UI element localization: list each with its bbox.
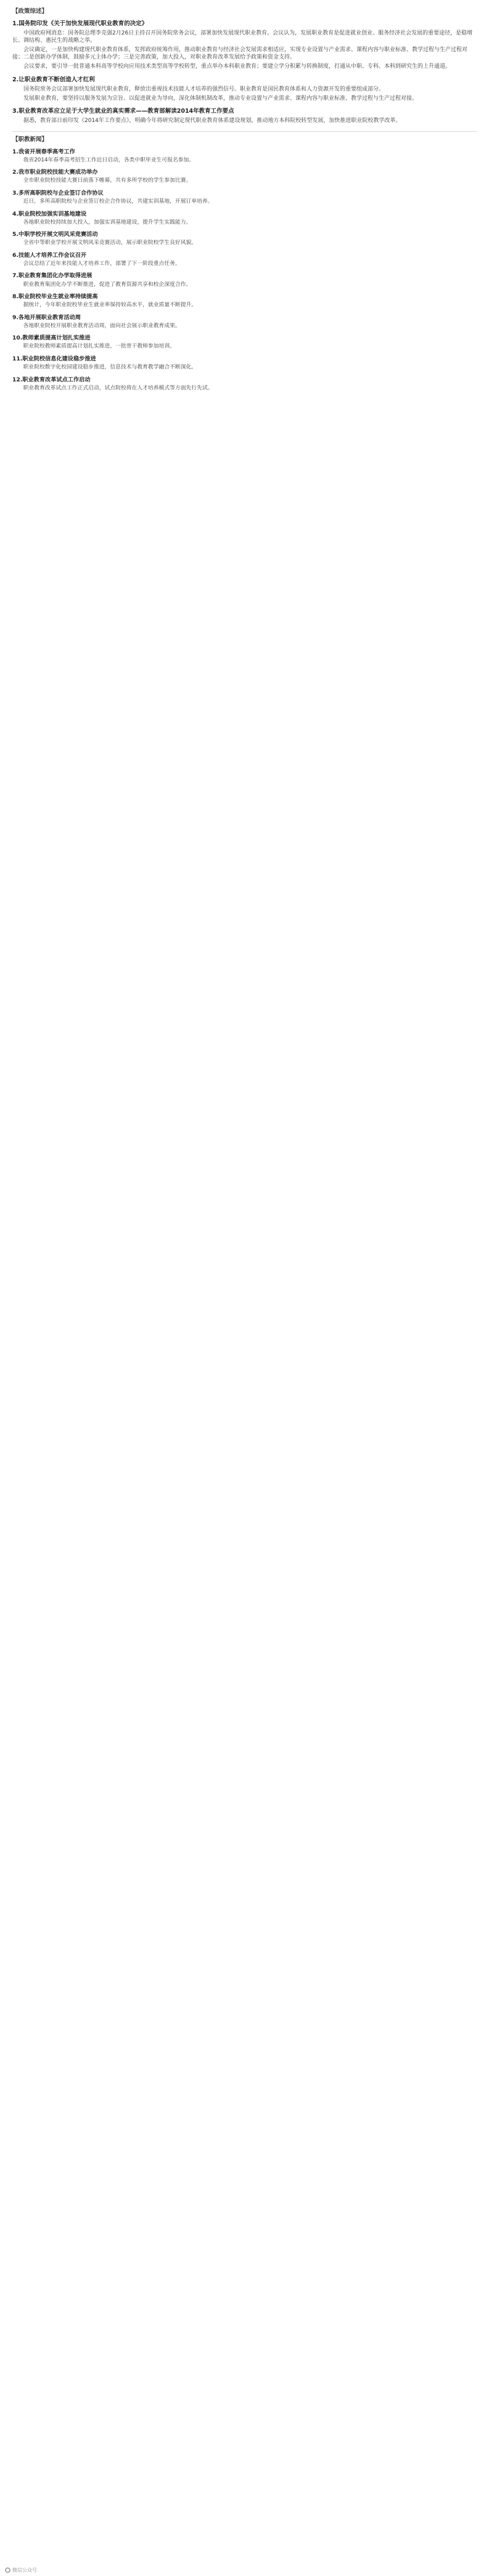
paragraph: 会议确定，一是加快构建现代职业教育体系，发挥政府统筹作用，推动职业教育与经济社会发展需求相适应，实现专业设置与产业需求、课程内容与职业标准、教学过程与生产过程对接；二是创新办学体制，鼓励多元主体办学；三是完善政策，加大投入，对职业教育改革发展给予政策和资金支持。 [12, 47, 468, 60]
watermark [5, 2567, 37, 2574]
news-item-title: 9.各地开展职业教育活动周 [12, 314, 81, 321]
news-item-title: 11.职业院校信息化建设稳步推进 [12, 356, 96, 363]
news-item-title: 1.我省开展春季高考工作 [12, 148, 75, 155]
news-item [12, 211, 477, 227]
news-item-title: 5.中职学校开展文明风采竞赛活动 [12, 231, 98, 238]
news-item-title: 4.职业院校加强实训基地建设 [12, 210, 87, 217]
news-item-body: 职业院校数字化校园建设稳步推进，信息技术与教育教学融合不断深化。 [23, 364, 197, 371]
news-item [12, 272, 477, 288]
news-item-body: 会议总结了近年来技能人才培养工作，部署了下一阶段重点任务。 [23, 260, 181, 267]
news-item [12, 335, 477, 351]
news-section-tag: 【职教新闻】 [12, 136, 48, 144]
paragraph: 会议要求，要引导一批普通本科高等学校向应用技术类型高等学校转型，重点举办本科职业教育；要建立学分积累与转换制度，打通从中职、专科、本科到研究生的上升通道。 [23, 63, 451, 70]
news-item-body: 我省2014年春季高考招生工作近日启动，各类中职毕业生可报名参加。 [23, 156, 195, 163]
news-item [12, 231, 477, 247]
paragraph: 中国政府网消息：国务院总理李克强2月26日主持召开国务院常务会议，部署加快发展现代职业教育。会议认为，发展职业教育是促进就业创业、服务经济社会发展的重要途径，是稳增长、调结构、惠民生的战略之举。 [12, 30, 473, 44]
watermark-text: 微信公众号 [12, 2567, 37, 2573]
news-item [12, 376, 477, 392]
news-item [12, 314, 477, 330]
policy-article-title: 3.职业教育改革应立足于大学生就业的真实需求——教育部解读2014年教育工作要点 [12, 108, 234, 115]
news-item [12, 148, 477, 165]
news-item [12, 293, 477, 309]
news-item-title: 7.职业教育集团化办学取得进展 [12, 272, 92, 280]
news-item [12, 169, 477, 185]
news-item-title: 6.技能人才培养工作会议召开 [12, 251, 87, 259]
news-item [12, 252, 477, 268]
news-item-title: 8.职业院校毕业生就业率持续提高 [12, 293, 98, 301]
news-item [12, 356, 477, 372]
paragraph: 据悉，教育部日前印发《2014年工作要点》，明确今年将研究制定现代职业教育体系建设规划，推动地方本科院校转型发展，加快推进职业院校教学改革。 [23, 118, 401, 124]
policy-article-title: 2.让职业教育不断创造人才红利 [12, 76, 95, 83]
policy-article-title: 1.国务院印发《关于加快发展现代职业教育的决定》 [12, 20, 148, 28]
news-item-body: 全市职业院校技能大赛日前落下帷幕，共有多所学校的学生参加比赛。 [23, 177, 192, 184]
news-item-body: 各地职业院校开展职业教育活动周，面向社会展示职业教育成果。 [23, 322, 181, 329]
news-item-title: 2.我市职业院校技能大赛成功举办 [12, 169, 98, 176]
news-item-body: 据统计，今年职业院校毕业生就业率保持较高水平，就业质量不断提升。 [23, 302, 197, 309]
news-item-title: 3.多所高职院校与企业签订合作协议 [12, 189, 104, 197]
news-item [12, 190, 477, 206]
watermark-icon [5, 2567, 10, 2573]
news-item-body: 职业教育集团化办学不断推进，促进了教育资源共享和校企深度合作。 [23, 281, 192, 288]
news-item-title: 10.教师素质提高计划扎实推进 [12, 335, 91, 342]
news-item-title: 12.职业教育改革试点工作启动 [12, 376, 91, 383]
paragraph: 国务院常务会议部署加快发展现代职业教育，释放出重视技术技能人才培养的强烈信号。职业教育是国民教育体系和人力资源开发的重要组成部分。 [23, 86, 385, 92]
news-item-body: 各地职业院校持续加大投入，加强实训基地建设，提升学生实践能力。 [23, 219, 192, 226]
paragraph: 发展职业教育，要坚持以服务发展为宗旨、以促进就业为导向，深化体制机制改革，推动专业设置与产业需求、课程内容与职业标准、教学过程与生产过程对接。 [23, 95, 418, 102]
section-divider [12, 131, 477, 132]
news-item-body: 全省中等职业学校开展文明风采竞赛活动，展示职业院校学生良好风貌。 [23, 240, 197, 246]
policy-section-tag: 【政策综述】 [12, 8, 48, 15]
news-item-body: 近日，多所高职院校与企业签订校企合作协议，共建实训基地，开展订单培养。 [23, 198, 213, 205]
news-item-body: 职业院校教师素质提高计划扎实推进，一批骨干教师参加培训。 [23, 343, 175, 350]
news-list [12, 148, 477, 392]
news-item-body: 职业教育改革试点工作正式启动，试点院校将在人才培养模式等方面先行先试。 [23, 384, 213, 391]
